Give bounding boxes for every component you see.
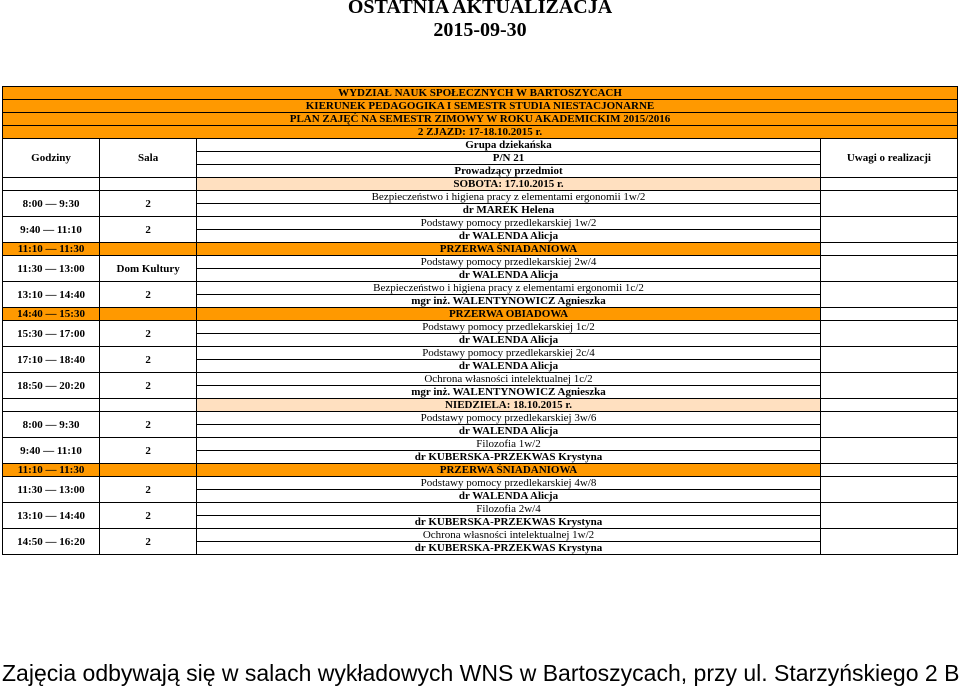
session-line: 2 ZJAZD: 17-18.10.2015 r. [3, 126, 958, 139]
heading-row [3, 100, 958, 113]
room-cell: 2 [100, 438, 197, 464]
room-cell: 2 [100, 217, 197, 243]
heading-row [3, 87, 958, 100]
day-label: NIEDZIELA: 18.10.2015 r. [197, 399, 821, 412]
time-cell: 9:40 — 11:10 [3, 217, 100, 243]
room-cell: 2 [100, 282, 197, 308]
table-row [3, 321, 958, 334]
room-cell: 2 [100, 503, 197, 529]
break-room [100, 243, 197, 256]
notes-cell [820, 282, 957, 308]
notes-cell [820, 412, 957, 438]
break-time: 14:40 — 15:30 [3, 308, 100, 321]
teacher-cell: dr KUBERSKA-PRZEKWAS Krystyna [197, 516, 821, 529]
header-teacher-label: Prowadzący przedmiot [197, 165, 821, 178]
teacher-cell: dr WALENDA Alicja [197, 425, 821, 438]
notes-cell [820, 477, 957, 503]
room-cell: 2 [100, 412, 197, 438]
room-cell: 2 [100, 529, 197, 555]
teacher-cell: dr WALENDA Alicja [197, 360, 821, 373]
notes-cell [820, 321, 957, 347]
notes-cell [820, 256, 957, 282]
break-notes [820, 243, 957, 256]
subject-cell: Podstawy pomocy przedlekarskiej 2c/4 [197, 347, 821, 360]
day-row [3, 178, 958, 191]
day-empty [100, 178, 197, 191]
break-room [100, 464, 197, 477]
time-cell: 13:10 — 14:40 [3, 282, 100, 308]
day-empty [100, 399, 197, 412]
room-cell: 2 [100, 347, 197, 373]
notes-cell [820, 347, 957, 373]
day-empty [820, 399, 957, 412]
subject-cell: Bezpieczeństwo i higiena pracy z elementami ergonomii 1c/2 [197, 282, 821, 295]
table-row [3, 256, 958, 269]
break-row [3, 243, 958, 256]
heading-row [3, 126, 958, 139]
subject-cell: Ochrona własności intelektualnej 1w/2 [197, 529, 821, 542]
time-cell: 8:00 — 9:30 [3, 191, 100, 217]
break-label: PRZERWA ŚNIADANIOWA [197, 243, 821, 256]
notes-cell [820, 191, 957, 217]
teacher-cell: dr WALENDA Alicja [197, 334, 821, 347]
teacher-cell: dr WALENDA Alicja [197, 230, 821, 243]
break-label: PRZERWA ŚNIADANIOWA [197, 464, 821, 477]
time-cell: 14:50 — 16:20 [3, 529, 100, 555]
time-cell: 11:30 — 13:00 [3, 477, 100, 503]
column-header-row [3, 139, 958, 152]
subject-cell: Podstawy pomocy przedlekarskiej 3w/6 [197, 412, 821, 425]
table-row [3, 529, 958, 542]
time-cell: 9:40 — 11:10 [3, 438, 100, 464]
footer-note: Zajęcia odbywają się w salach wykładowych WNS w Bartoszycach, przy ul. Starzyńskiego 2 B [2, 660, 960, 686]
notes-cell [820, 438, 957, 464]
update-date: 2015-09-30 [433, 19, 527, 41]
break-row [3, 308, 958, 321]
time-cell: 18:50 — 20:20 [3, 373, 100, 399]
notes-cell [820, 373, 957, 399]
notes-cell [820, 529, 957, 555]
teacher-cell: dr MAREK Helena [197, 204, 821, 217]
room-cell: 2 [100, 191, 197, 217]
teacher-cell: dr WALENDA Alicja [197, 490, 821, 503]
plan-line: PLAN ZAJĘĆ NA SEMESTR ZIMOWY W ROKU AKADEMICKIM 2015/2016 [3, 113, 958, 126]
table-row [3, 412, 958, 425]
program-line: KIERUNEK PEDAGOGIKA I SEMESTR STUDIA NIESTACJONARNE [3, 100, 958, 113]
time-cell: 11:30 — 13:00 [3, 256, 100, 282]
day-label: SOBOTA: 17.10.2015 r. [197, 178, 821, 191]
time-cell: 15:30 — 17:00 [3, 321, 100, 347]
subject-cell: Filozofia 2w/4 [197, 503, 821, 516]
notes-cell [820, 217, 957, 243]
table-row [3, 373, 958, 386]
header-godziny: Godziny [3, 139, 100, 178]
subject-cell: Ochrona własności intelektualnej 1c/2 [197, 373, 821, 386]
room-cell: Dom Kultury [100, 256, 197, 282]
teacher-cell: dr KUBERSKA-PRZEKWAS Krystyna [197, 451, 821, 464]
subject-cell: Bezpieczeństwo i higiena pracy z elementami ergonomii 1w/2 [197, 191, 821, 204]
teacher-cell: dr WALENDA Alicja [197, 269, 821, 282]
day-row [3, 399, 958, 412]
table-row [3, 282, 958, 295]
break-label: PRZERWA OBIADOWA [197, 308, 821, 321]
break-time: 11:10 — 11:30 [3, 464, 100, 477]
day-empty [820, 178, 957, 191]
break-notes [820, 308, 957, 321]
table-row [3, 438, 958, 451]
day-empty [3, 399, 100, 412]
room-cell: 2 [100, 373, 197, 399]
subject-cell: Filozofia 1w/2 [197, 438, 821, 451]
room-cell: 2 [100, 477, 197, 503]
schedule-body [3, 87, 958, 555]
page-title: OSTATNIA AKTUALIZACJA [347, 0, 613, 18]
table-row [3, 347, 958, 360]
table-row [3, 191, 958, 204]
subject-cell: Podstawy pomocy przedlekarskiej 1c/2 [197, 321, 821, 334]
notes-cell [820, 503, 957, 529]
break-room [100, 308, 197, 321]
subject-cell: Podstawy pomocy przedlekarskiej 4w/8 [197, 477, 821, 490]
schedule-table [2, 86, 958, 555]
teacher-cell: dr KUBERSKA-PRZEKWAS Krystyna [197, 542, 821, 555]
header-uwagi: Uwagi o realizacji [820, 139, 957, 178]
table-row [3, 503, 958, 516]
time-cell: 17:10 — 18:40 [3, 347, 100, 373]
subject-cell: Podstawy pomocy przedlekarskiej 2w/4 [197, 256, 821, 269]
header-sala: Sala [100, 139, 197, 178]
break-time: 11:10 — 11:30 [3, 243, 100, 256]
subject-cell: Podstawy pomocy przedlekarskiej 1w/2 [197, 217, 821, 230]
day-empty [3, 178, 100, 191]
room-cell: 2 [100, 321, 197, 347]
break-notes [820, 464, 957, 477]
teacher-cell: mgr inż. WALENTYNOWICZ Agnieszka [197, 295, 821, 308]
heading-row [3, 113, 958, 126]
time-cell: 8:00 — 9:30 [3, 412, 100, 438]
header-group-value: P/N 21 [197, 152, 821, 165]
teacher-cell: mgr inż. WALENTYNOWICZ Agnieszka [197, 386, 821, 399]
break-row [3, 464, 958, 477]
table-row [3, 217, 958, 230]
time-cell: 13:10 — 14:40 [3, 503, 100, 529]
faculty-line: WYDZIAŁ NAUK SPOŁECZNYCH W BARTOSZYCACH [3, 87, 958, 100]
table-row [3, 477, 958, 490]
header-group-label: Grupa dziekańska [197, 139, 821, 152]
